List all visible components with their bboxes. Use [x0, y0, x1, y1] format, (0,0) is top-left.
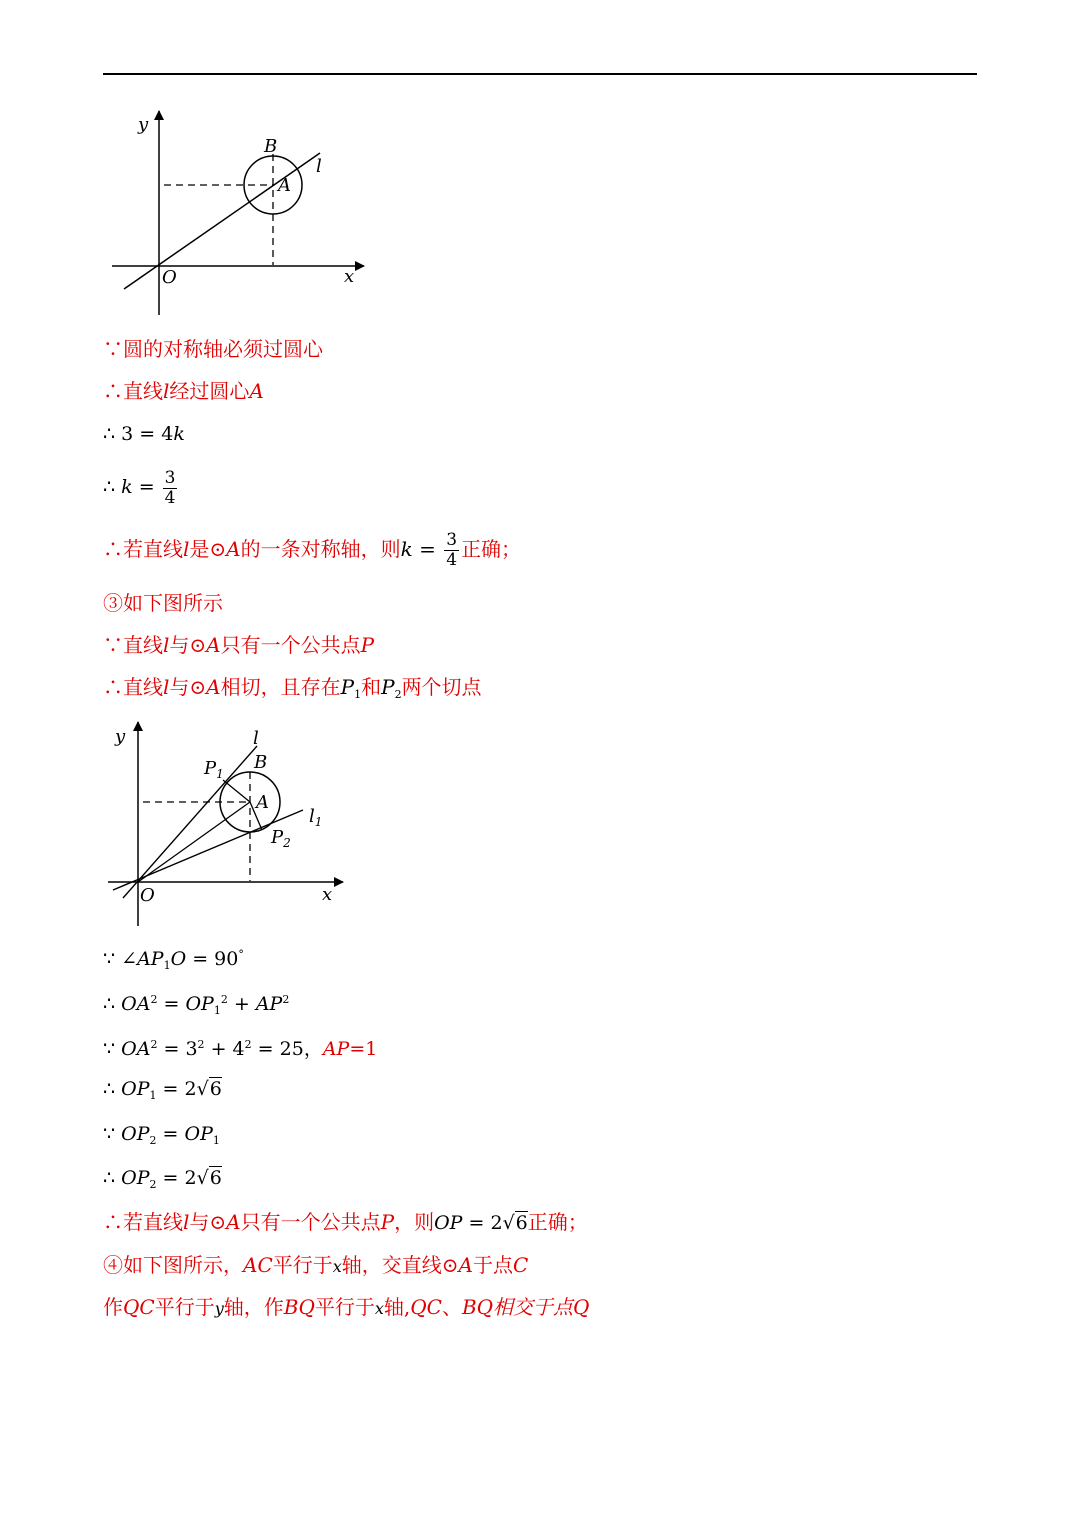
line-oa: [138, 802, 250, 882]
math-line-6: ∴ $OP_2 = 2√6$: [103, 1167, 222, 1191]
line-l1: [113, 810, 303, 890]
figure-2: [105, 718, 350, 933]
fraction: $\frac{3}{4}$: [446, 530, 458, 570]
text-line-2: ∴直线l经过圆心A: [103, 379, 264, 403]
label-a: A: [278, 175, 291, 196]
math-line-4: ∴ $OP_1 = 2√6$: [103, 1078, 222, 1102]
label-y: y: [115, 726, 126, 747]
math-line-1: ∵ $\angle AP_1O = 90^\circ$: [103, 948, 244, 972]
text-line-9: ∴若直线l与⊙A只有一个公共点P，则OP = 2√6正确；: [103, 1210, 588, 1234]
header-rule: [103, 73, 977, 75]
radius-ap1: [223, 780, 250, 802]
text-line-8: ∴直线l与⊙A相切，且存在$P_1$和$P_2$两个切点: [103, 675, 482, 701]
label-origin: O: [140, 885, 155, 906]
text-line-5: ∴若直线l是⊙A的一条对称轴，则k = $\frac{3}{4}$ 正确；: [103, 530, 522, 570]
figure-1: [108, 105, 370, 320]
label-a: A: [256, 792, 269, 813]
fraction: $\frac{3}{4}$: [164, 467, 176, 508]
label-p1: $P_1$: [204, 758, 224, 781]
label-b: B: [264, 136, 278, 157]
label-l: l: [253, 728, 259, 749]
label-x: x: [344, 266, 355, 287]
line-l: [123, 746, 257, 898]
label-origin: O: [162, 267, 177, 288]
label-l: l: [316, 156, 322, 177]
text-line-4: ∴ k = $\frac{3}{4}$: [103, 467, 176, 508]
math-line-3: ∵ $OA^2 = 3^2 + 4^2 = 25$，AP=1: [103, 1038, 378, 1060]
line-l: [124, 153, 320, 289]
label-b: B: [254, 752, 268, 773]
label-y: y: [138, 114, 149, 135]
text-line-10: ④如下图所示，AC平行于x轴，交直线⊙A于点C: [103, 1253, 529, 1277]
math-line-2: ∴ $OA^2 = OP_1^2 + AP^2$: [103, 993, 290, 1017]
text-line-1: ∵圆的对称轴必须过圆心: [103, 337, 323, 361]
text-line-7: ∵直线l与⊙A只有一个公共点P: [103, 633, 375, 657]
label-l1: $l_1$: [309, 806, 323, 829]
text-line-3: ∴ 3 = 4k: [103, 423, 185, 445]
text-line-6: ③如下图所示: [103, 591, 223, 615]
label-x: x: [322, 884, 333, 905]
label-p2: $P_2$: [271, 827, 291, 850]
text-line-11: 作QC平行于y轴，作BQ平行于x轴,QC、BQ相交于点Q: [103, 1295, 590, 1319]
math-line-5: ∵ $OP_2 = OP_1$: [103, 1123, 220, 1147]
